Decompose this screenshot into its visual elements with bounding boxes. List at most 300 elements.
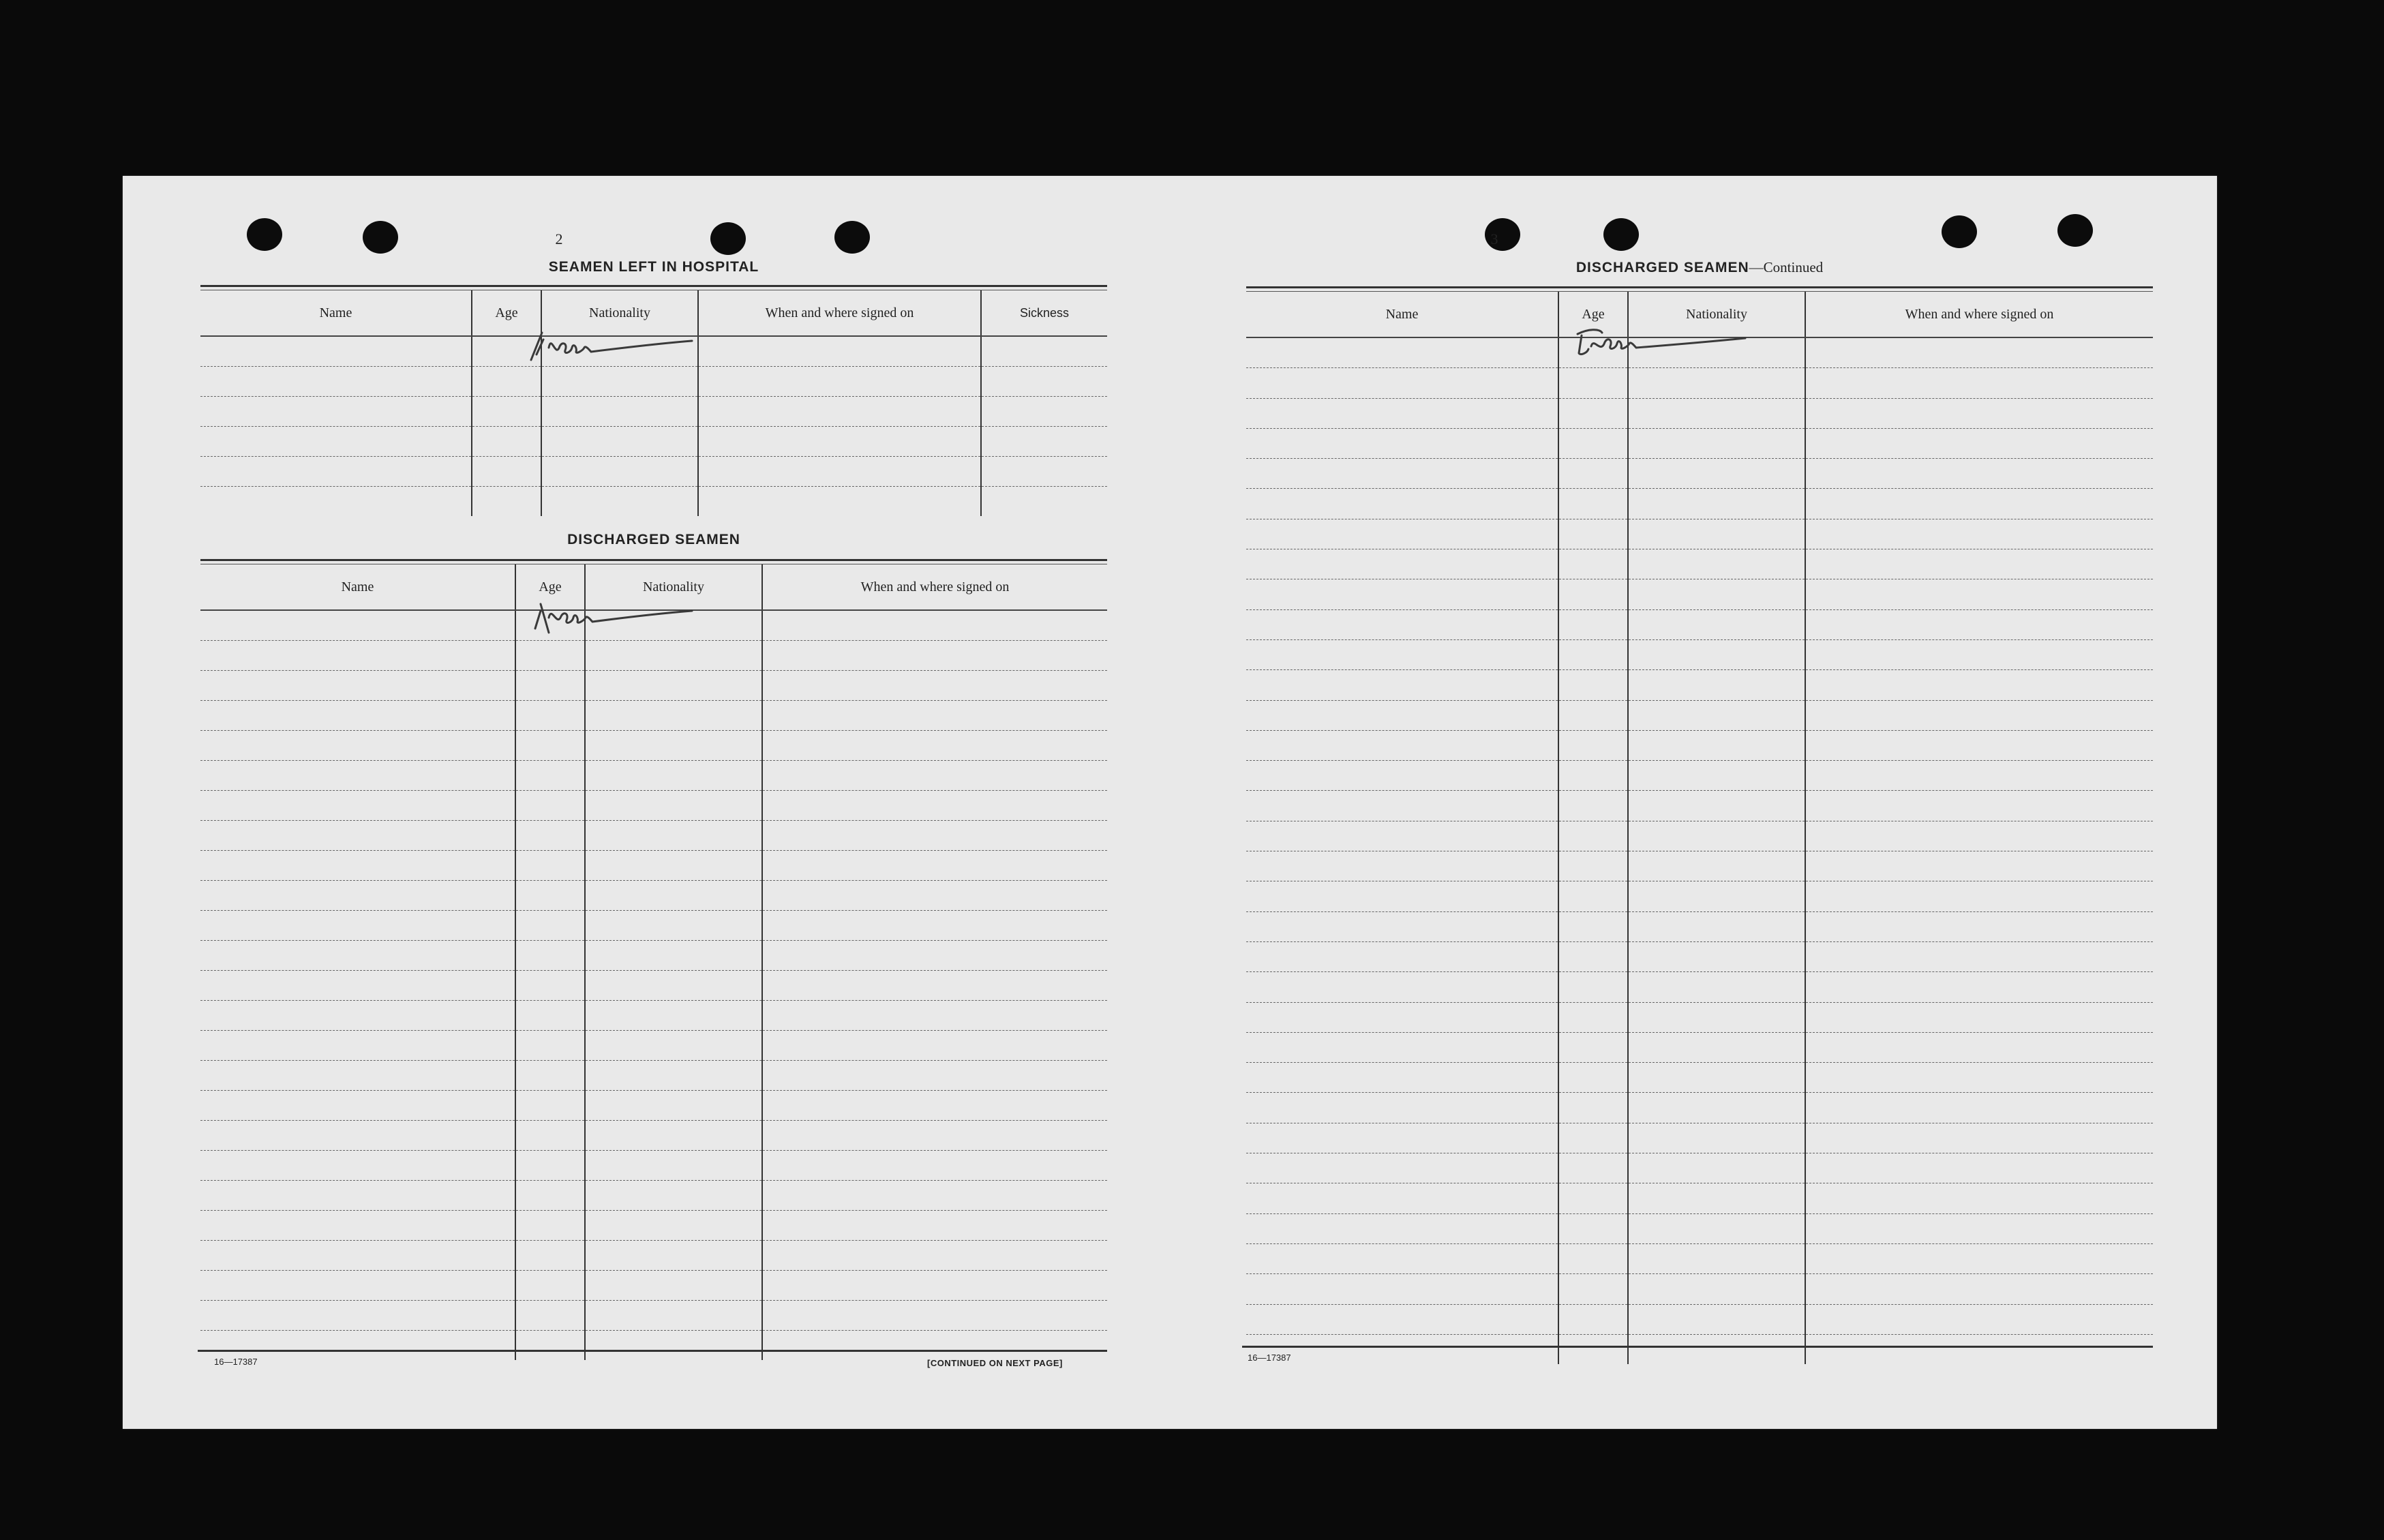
table-cell bbox=[1246, 1123, 1558, 1153]
table-row bbox=[1246, 911, 2153, 941]
table-cell bbox=[200, 821, 515, 851]
table-cell bbox=[698, 397, 981, 427]
table-cell bbox=[1246, 1063, 1558, 1093]
table-cell bbox=[200, 427, 472, 457]
column-header-name: Name bbox=[200, 290, 472, 336]
table-cell bbox=[1246, 489, 1558, 519]
table-cell bbox=[200, 701, 515, 731]
table-cell bbox=[1805, 1334, 2153, 1364]
table-cell bbox=[1805, 519, 2153, 549]
table-cell bbox=[1246, 549, 1558, 579]
header-rule bbox=[1246, 286, 2153, 292]
table-cell bbox=[1805, 1123, 2153, 1153]
table-cell bbox=[1246, 1093, 1558, 1123]
table-cell bbox=[762, 1181, 1107, 1211]
table-cell bbox=[1558, 1213, 1628, 1243]
continued-section-title bbox=[1246, 259, 2153, 276]
table-row bbox=[200, 1151, 1107, 1181]
table-cell bbox=[472, 457, 541, 487]
table-cell bbox=[1805, 821, 2153, 851]
table-cell bbox=[515, 1121, 585, 1151]
table-cell bbox=[1628, 368, 1805, 398]
table-cell bbox=[762, 1271, 1107, 1301]
table-cell bbox=[1558, 609, 1628, 639]
table-cell bbox=[585, 911, 762, 941]
table-cell bbox=[585, 1301, 762, 1331]
table-cell bbox=[762, 1001, 1107, 1031]
table-cell bbox=[515, 791, 585, 821]
table-cell bbox=[1805, 579, 2153, 609]
table-cell bbox=[1805, 1153, 2153, 1183]
table-row bbox=[1246, 1153, 2153, 1183]
table-cell bbox=[1628, 609, 1805, 639]
table-cell bbox=[1628, 1063, 1805, 1093]
table-row bbox=[1246, 821, 2153, 851]
table-row bbox=[200, 1301, 1107, 1331]
table-cell bbox=[1628, 1032, 1805, 1062]
table-cell bbox=[200, 1331, 515, 1361]
table-cell bbox=[200, 397, 472, 427]
table-row bbox=[1246, 1334, 2153, 1364]
table-cell bbox=[1558, 639, 1628, 669]
table-cell bbox=[541, 397, 698, 427]
table-row bbox=[1246, 1123, 2153, 1153]
table-cell bbox=[1558, 1304, 1628, 1334]
table-cell bbox=[1246, 730, 1558, 760]
title-main: DISCHARGED SEAMEN bbox=[1575, 260, 1749, 275]
column-header-when-where: When and where signed on bbox=[762, 564, 1107, 610]
table-cell bbox=[762, 1331, 1107, 1361]
table-cell bbox=[1628, 337, 1805, 368]
table-row bbox=[1246, 1274, 2153, 1304]
table-cell bbox=[585, 701, 762, 731]
table-row bbox=[200, 1271, 1107, 1301]
table-cell bbox=[1805, 428, 2153, 458]
table-cell bbox=[1558, 730, 1628, 760]
table-row bbox=[200, 1331, 1107, 1361]
table-row bbox=[1246, 730, 2153, 760]
table-cell bbox=[515, 881, 585, 911]
table-cell bbox=[1628, 398, 1805, 428]
table-row bbox=[200, 731, 1107, 761]
table-cell bbox=[698, 457, 981, 487]
table-cell bbox=[1628, 761, 1805, 791]
table-cell bbox=[585, 851, 762, 881]
table-cell bbox=[515, 851, 585, 881]
table-cell bbox=[981, 336, 1107, 367]
table-cell bbox=[1558, 1334, 1628, 1364]
table-cell bbox=[515, 610, 585, 641]
table-cell bbox=[1246, 1183, 1558, 1213]
table-cell bbox=[1558, 761, 1628, 791]
table-cell bbox=[1805, 549, 2153, 579]
table-cell bbox=[1628, 1243, 1805, 1273]
table-row bbox=[1246, 519, 2153, 549]
table-cell bbox=[1805, 1002, 2153, 1032]
table-cell bbox=[1628, 519, 1805, 549]
table-row bbox=[1246, 941, 2153, 971]
table-cell bbox=[200, 671, 515, 701]
table-cell bbox=[1805, 337, 2153, 368]
table-cell bbox=[1805, 700, 2153, 730]
table-cell bbox=[585, 1091, 762, 1121]
table-cell bbox=[1805, 459, 2153, 489]
table-cell bbox=[1246, 1032, 1558, 1062]
table-cell bbox=[1558, 368, 1628, 398]
table-row bbox=[1246, 639, 2153, 669]
table-cell bbox=[1246, 609, 1558, 639]
table-cell bbox=[1628, 1002, 1805, 1032]
table-cell bbox=[1558, 911, 1628, 941]
table-cell bbox=[1558, 1153, 1628, 1183]
table-row bbox=[200, 610, 1107, 641]
table-cell bbox=[1246, 821, 1558, 851]
table-cell bbox=[200, 1031, 515, 1061]
page-number: 2 bbox=[555, 230, 563, 247]
table-cell bbox=[541, 487, 698, 517]
table-cell bbox=[1628, 821, 1805, 851]
table-row bbox=[200, 1031, 1107, 1061]
table-cell bbox=[1628, 700, 1805, 730]
table-cell bbox=[1805, 398, 2153, 428]
table-cell bbox=[1805, 791, 2153, 821]
table-cell bbox=[1246, 459, 1558, 489]
table-row bbox=[1246, 368, 2153, 398]
table-row bbox=[1246, 459, 2153, 489]
table-cell bbox=[515, 1061, 585, 1091]
table-cell bbox=[515, 1241, 585, 1271]
discharged-table bbox=[200, 564, 1107, 1360]
table-cell bbox=[585, 1211, 762, 1241]
table-cell bbox=[762, 1241, 1107, 1271]
hospital-section-title: SEAMEN LEFT IN HOSPITAL bbox=[548, 259, 759, 275]
continued-note: [CONTINUED ON NEXT PAGE] bbox=[927, 1358, 1063, 1368]
table-cell bbox=[200, 336, 472, 367]
table-cell bbox=[515, 941, 585, 971]
table-cell bbox=[1805, 1032, 2153, 1062]
table-cell bbox=[1558, 700, 1628, 730]
table-cell bbox=[200, 1241, 515, 1271]
table-row bbox=[200, 641, 1107, 671]
table-cell bbox=[1628, 1213, 1805, 1243]
table-cell bbox=[1246, 337, 1558, 368]
table-cell bbox=[472, 397, 541, 427]
table-cell bbox=[585, 881, 762, 911]
table-row bbox=[200, 911, 1107, 941]
table-cell bbox=[762, 610, 1107, 641]
table-row bbox=[200, 397, 1107, 427]
header-rule bbox=[200, 285, 1107, 290]
table-row bbox=[200, 1091, 1107, 1121]
table-cell bbox=[1558, 519, 1628, 549]
table-cell bbox=[200, 1061, 515, 1091]
table-row bbox=[1246, 881, 2153, 911]
table-row bbox=[1246, 700, 2153, 730]
table-cell bbox=[1628, 1153, 1805, 1183]
table-cell bbox=[762, 641, 1107, 671]
table-cell bbox=[200, 971, 515, 1001]
table-cell bbox=[698, 427, 981, 457]
table-row bbox=[200, 1001, 1107, 1031]
table-row bbox=[1246, 1304, 2153, 1334]
table-cell bbox=[1805, 609, 2153, 639]
table-row bbox=[1246, 609, 2153, 639]
table-cell bbox=[200, 941, 515, 971]
table-row bbox=[1246, 1213, 2153, 1243]
table-cell bbox=[762, 1061, 1107, 1091]
table-cell bbox=[200, 610, 515, 641]
table-cell bbox=[515, 971, 585, 1001]
table-cell bbox=[1246, 639, 1558, 669]
table-cell bbox=[1246, 1213, 1558, 1243]
table-row bbox=[200, 457, 1107, 487]
table-cell bbox=[1558, 337, 1628, 368]
table-cell bbox=[1628, 881, 1805, 911]
table-cell bbox=[515, 1091, 585, 1121]
table-cell bbox=[1628, 911, 1805, 941]
table-cell bbox=[1246, 519, 1558, 549]
table-cell bbox=[515, 761, 585, 791]
table-cell bbox=[1558, 1002, 1628, 1032]
column-header-when-where: When and where signed on bbox=[1805, 292, 2153, 337]
table-cell bbox=[1246, 1153, 1558, 1183]
table-cell bbox=[1246, 1274, 1558, 1304]
table-cell bbox=[200, 1181, 515, 1211]
table-cell bbox=[541, 336, 698, 367]
column-header-nationality: Nationality bbox=[1628, 292, 1805, 337]
table-cell bbox=[585, 1181, 762, 1211]
column-header-nationality: Nationality bbox=[585, 564, 762, 610]
table-row bbox=[200, 701, 1107, 731]
table-cell bbox=[200, 791, 515, 821]
table-cell bbox=[762, 701, 1107, 731]
table-cell bbox=[585, 1061, 762, 1091]
hospital-table bbox=[200, 290, 1107, 516]
table-cell bbox=[585, 610, 762, 641]
table-cell bbox=[762, 851, 1107, 881]
table-cell bbox=[1246, 851, 1558, 881]
table-cell bbox=[200, 911, 515, 941]
table-cell bbox=[1246, 972, 1558, 1002]
table-cell bbox=[585, 1031, 762, 1061]
table-cell bbox=[1628, 941, 1805, 971]
table-cell bbox=[1246, 761, 1558, 791]
table-row bbox=[1246, 670, 2153, 700]
table-cell bbox=[1805, 881, 2153, 911]
table-row bbox=[1246, 1243, 2153, 1273]
table-cell bbox=[1246, 1002, 1558, 1032]
table-cell bbox=[762, 1031, 1107, 1061]
table-cell bbox=[1558, 670, 1628, 700]
table-cell bbox=[1558, 428, 1628, 458]
table-cell bbox=[200, 641, 515, 671]
table-cell bbox=[1805, 941, 2153, 971]
table-cell bbox=[981, 427, 1107, 457]
table-row bbox=[1246, 1002, 2153, 1032]
table-row bbox=[1246, 1183, 2153, 1213]
table-cell bbox=[515, 911, 585, 941]
table-cell bbox=[585, 1271, 762, 1301]
table-row bbox=[200, 851, 1107, 881]
table-cell bbox=[762, 1121, 1107, 1151]
table-cell bbox=[1558, 972, 1628, 1002]
table-cell bbox=[1558, 1274, 1628, 1304]
table-row bbox=[200, 367, 1107, 397]
table-cell bbox=[1558, 459, 1628, 489]
table-cell bbox=[698, 367, 981, 397]
table-cell bbox=[200, 1271, 515, 1301]
table-cell bbox=[762, 821, 1107, 851]
table-cell bbox=[1805, 972, 2153, 1002]
table-cell bbox=[1246, 670, 1558, 700]
table-cell bbox=[1558, 1183, 1628, 1213]
table-cell bbox=[1246, 428, 1558, 458]
table-cell bbox=[1628, 670, 1805, 700]
table-cell bbox=[515, 1271, 585, 1301]
continued-table bbox=[1246, 292, 2153, 1364]
table-cell bbox=[1558, 941, 1628, 971]
page-number: 3 bbox=[1490, 230, 1498, 247]
column-header-when-where: When and where signed on bbox=[698, 290, 981, 336]
form-code: 16—17387 bbox=[214, 1357, 258, 1367]
table-cell bbox=[541, 367, 698, 397]
table-cell bbox=[200, 881, 515, 911]
table-row bbox=[200, 791, 1107, 821]
table-cell bbox=[762, 791, 1107, 821]
table-cell bbox=[1246, 911, 1558, 941]
table-cell bbox=[698, 487, 981, 517]
table-row bbox=[200, 1181, 1107, 1211]
table-cell bbox=[1628, 1304, 1805, 1334]
right-page bbox=[1170, 176, 2217, 1429]
table-cell bbox=[762, 1211, 1107, 1241]
table-cell bbox=[1805, 368, 2153, 398]
table-cell bbox=[1246, 1304, 1558, 1334]
table-row bbox=[1246, 791, 2153, 821]
table-cell bbox=[515, 1151, 585, 1181]
table-cell bbox=[515, 1301, 585, 1331]
table-cell bbox=[200, 1121, 515, 1151]
table-cell bbox=[1246, 791, 1558, 821]
table-row bbox=[200, 881, 1107, 911]
table-cell bbox=[762, 671, 1107, 701]
table-cell bbox=[1558, 1243, 1628, 1273]
table-cell bbox=[585, 761, 762, 791]
table-cell bbox=[1558, 791, 1628, 821]
table-row bbox=[200, 336, 1107, 367]
table-cell bbox=[1558, 579, 1628, 609]
table-cell bbox=[762, 1091, 1107, 1121]
table-cell bbox=[515, 731, 585, 761]
table-cell bbox=[200, 457, 472, 487]
table-cell bbox=[1628, 851, 1805, 881]
table-cell bbox=[1246, 881, 1558, 911]
table-row bbox=[1246, 428, 2153, 458]
table-cell bbox=[981, 487, 1107, 517]
column-header-age: Age bbox=[515, 564, 585, 610]
table-cell bbox=[585, 641, 762, 671]
table-cell bbox=[1805, 1183, 2153, 1213]
table-cell bbox=[981, 457, 1107, 487]
table-row bbox=[1246, 851, 2153, 881]
table-cell bbox=[1805, 670, 2153, 700]
table-cell bbox=[585, 1331, 762, 1361]
table-cell bbox=[585, 821, 762, 851]
table-cell bbox=[200, 1301, 515, 1331]
table-cell bbox=[1558, 821, 1628, 851]
table-cell bbox=[1805, 1304, 2153, 1334]
table-cell bbox=[585, 971, 762, 1001]
table-row bbox=[200, 427, 1107, 457]
bottom-rule bbox=[198, 1350, 1107, 1352]
table-cell bbox=[515, 1001, 585, 1031]
table-cell bbox=[1805, 1063, 2153, 1093]
table-cell bbox=[1628, 1274, 1805, 1304]
table-cell bbox=[762, 971, 1107, 1001]
table-cell bbox=[200, 487, 472, 517]
table-cell bbox=[1628, 1093, 1805, 1123]
table-row bbox=[200, 1061, 1107, 1091]
handwritten-value: None bbox=[528, 597, 530, 598]
table-cell bbox=[515, 641, 585, 671]
table-cell bbox=[585, 1151, 762, 1181]
ledger-sheet bbox=[123, 176, 2217, 1429]
table-cell bbox=[585, 1001, 762, 1031]
table-cell bbox=[200, 1001, 515, 1031]
table-cell bbox=[200, 731, 515, 761]
table-cell bbox=[981, 367, 1107, 397]
table-cell bbox=[515, 1331, 585, 1361]
table-cell bbox=[1805, 851, 2153, 881]
table-cell bbox=[698, 336, 981, 367]
table-cell bbox=[1805, 1274, 2153, 1304]
table-cell bbox=[762, 1301, 1107, 1331]
table-cell bbox=[1628, 972, 1805, 1002]
table-cell bbox=[1246, 1334, 1558, 1364]
table-row bbox=[200, 1121, 1107, 1151]
table-row bbox=[1246, 489, 2153, 519]
table-cell bbox=[515, 671, 585, 701]
table-cell bbox=[1246, 941, 1558, 971]
table-cell bbox=[1246, 700, 1558, 730]
column-header-age: Age bbox=[472, 290, 541, 336]
table-cell bbox=[200, 367, 472, 397]
table-cell bbox=[1628, 579, 1805, 609]
table-row bbox=[1246, 337, 2153, 368]
table-cell bbox=[1628, 428, 1805, 458]
column-header-name: Name bbox=[1246, 292, 1558, 337]
table-cell bbox=[1805, 761, 2153, 791]
column-header-nationality: Nationality bbox=[541, 290, 698, 336]
column-header-age: Age bbox=[1558, 292, 1628, 337]
table-row bbox=[200, 761, 1107, 791]
table-cell bbox=[200, 1211, 515, 1241]
table-row bbox=[200, 1211, 1107, 1241]
table-row bbox=[200, 971, 1107, 1001]
table-row bbox=[1246, 761, 2153, 791]
table-cell bbox=[515, 1031, 585, 1061]
table-cell bbox=[762, 941, 1107, 971]
table-cell bbox=[1628, 459, 1805, 489]
table-cell bbox=[541, 427, 698, 457]
table-row bbox=[1246, 1093, 2153, 1123]
left-page bbox=[123, 176, 1170, 1429]
table-cell bbox=[200, 761, 515, 791]
table-cell bbox=[472, 487, 541, 517]
table-cell bbox=[981, 397, 1107, 427]
table-cell bbox=[1558, 489, 1628, 519]
header-rule bbox=[200, 559, 1107, 564]
